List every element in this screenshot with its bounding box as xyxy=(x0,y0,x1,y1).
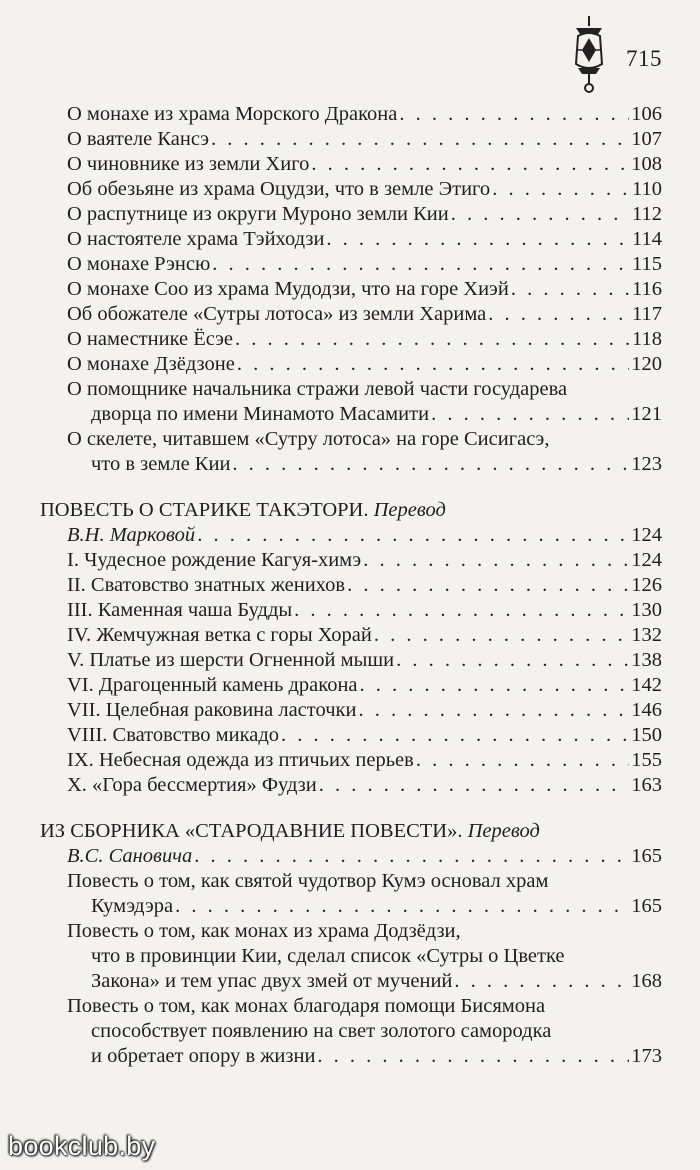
toc-entry-page: 124 xyxy=(631,549,662,571)
toc-entry-title: IV. Жемчужная ветка с горы Хорай xyxy=(67,624,372,646)
toc-entry-title: О наместнике Ёсэе xyxy=(67,328,234,350)
toc-entry xyxy=(40,548,662,573)
toc-entry xyxy=(40,698,662,723)
dot-leader xyxy=(319,773,630,798)
dot-leader xyxy=(511,277,630,302)
toc-entry-title: О монахе Рэнсю xyxy=(67,253,211,275)
section-title: ПОВЕСТЬ О СТАРИКЕ ТАКЭТОРИ. xyxy=(40,499,369,521)
toc-entry-title: О ваятеле Кансэ xyxy=(67,128,209,150)
toc-entry-page: 115 xyxy=(632,253,662,275)
dot-leader xyxy=(175,894,629,919)
dot-leader xyxy=(235,327,630,352)
dot-leader xyxy=(492,177,630,202)
toc-entry-title: О распутнице из округи Муроно земли Кии xyxy=(67,203,449,225)
toc-entry-page: 112 xyxy=(632,203,662,225)
dot-leader xyxy=(194,844,629,869)
toc-entry-page: 124 xyxy=(631,524,662,546)
dot-leader xyxy=(363,548,629,573)
toc-entry xyxy=(40,723,662,748)
toc-entry-title: V. Платье из шерсти Огненной мыши xyxy=(67,649,395,671)
toc-entry-title-line: О помощнике начальника стражи левой части государева xyxy=(67,378,568,400)
dot-leader xyxy=(431,402,629,427)
toc-entry-page: 155 xyxy=(631,749,662,771)
toc-entry-page: 165 xyxy=(631,895,662,917)
toc-entry-page: 126 xyxy=(631,574,662,596)
toc-entry-title-line: Повесть о том, как святой чудотвор Кумэ основал храм xyxy=(67,870,549,892)
toc-entry-page: 120 xyxy=(631,353,662,375)
dot-leader xyxy=(317,1044,629,1069)
toc-entry-title-line: что в провинции Кии, сделал список «Сутры о Цветке xyxy=(91,945,565,967)
toc-entry-page: 165 xyxy=(631,845,662,867)
toc-entry-translator xyxy=(40,523,662,548)
toc-entry-title: О монахе Дзёдзоне xyxy=(67,353,235,375)
dot-leader xyxy=(281,723,629,748)
dot-leader xyxy=(212,252,630,277)
dot-leader xyxy=(347,573,629,598)
toc-entry-page: 110 xyxy=(632,178,662,200)
toc-entry-translator xyxy=(40,844,662,869)
toc-entry-title: Кумэдэра xyxy=(91,895,174,917)
toc-entry-title: III. Каменная чаша Будды xyxy=(67,599,293,621)
toc-entry xyxy=(40,452,662,477)
toc-entry xyxy=(40,177,662,202)
toc-entry-page: 173 xyxy=(631,1045,662,1067)
toc-entry xyxy=(40,623,662,648)
toc-entry-page: 106 xyxy=(631,103,662,125)
table-of-contents xyxy=(40,102,662,1069)
toc-entry xyxy=(40,152,662,177)
dot-leader xyxy=(396,648,629,673)
dot-leader xyxy=(197,523,629,548)
toc-entry-title: Об обезьяне из храма Оцудзи, что в земле Этиго xyxy=(67,178,491,200)
dot-leader xyxy=(232,452,629,477)
toc-entry-page: 146 xyxy=(631,699,662,721)
translator-name: В.Н. Марковой xyxy=(67,524,196,546)
toc-entry xyxy=(40,748,662,773)
toc-entry-title: VII. Целебная раковина ласточки xyxy=(67,699,357,721)
toc-entry xyxy=(40,227,662,252)
toc-entry-title: О монахе из храма Морского Дракона xyxy=(67,103,398,125)
toc-entry-title-line: О скелете, читавшем «Сутру лотоса» на горе Сисигасэ, xyxy=(67,428,550,450)
toc-entry xyxy=(40,127,662,152)
toc-entry-title: Об обожателе «Сутры лотоса» из земли Харима xyxy=(67,303,487,325)
toc-entry-page: 150 xyxy=(631,724,662,746)
toc-entry xyxy=(40,277,662,302)
lantern-ornament-icon xyxy=(568,14,610,98)
dot-leader xyxy=(360,673,630,698)
translator-name: В.С. Сановича xyxy=(67,845,193,867)
watermark: bookclub.by xyxy=(8,1131,156,1161)
toc-entry-title: О настоятеле храма Тэйходзи xyxy=(67,228,325,250)
toc-entry xyxy=(40,302,662,327)
section-kind: Перевод xyxy=(373,499,446,521)
toc-entry-title: О монахе Соо из храма Мудодзи, что на горе Хиэй xyxy=(67,278,509,300)
toc-entry-title: VIII. Сватовство микадо xyxy=(67,724,280,746)
toc-entry-title: что в земле Кии xyxy=(91,453,231,475)
toc-entry xyxy=(40,1044,662,1069)
dot-leader xyxy=(294,598,629,623)
dot-leader xyxy=(399,102,629,127)
toc-entry xyxy=(40,102,662,127)
toc-entry-page: 168 xyxy=(631,970,662,992)
toc-entry-title: дворца по имени Минамото Масамити xyxy=(91,403,430,425)
toc-entry-title-line: способствует появлению на свет золотого самородка xyxy=(91,1020,552,1042)
toc-entry xyxy=(40,327,662,352)
toc-entry-page: 123 xyxy=(631,453,662,475)
toc-entry xyxy=(40,573,662,598)
toc-entry xyxy=(40,773,662,798)
section-kind: Перевод xyxy=(467,820,540,842)
section-heading-old-tales xyxy=(40,819,662,844)
toc-entry-page: 130 xyxy=(631,599,662,621)
section-heading-taketori xyxy=(40,498,662,523)
section-title: ИЗ СБОРНИКА «СТАРОДАВНИЕ ПОВЕСТИ». xyxy=(40,820,463,842)
toc-entry xyxy=(40,894,662,919)
toc-entry-page: 132 xyxy=(631,624,662,646)
toc-entry-title: II. Сватовство знатных женихов xyxy=(67,574,346,596)
toc-entry-title: I. Чудесное рождение Кагуя-химэ xyxy=(67,549,362,571)
toc-entry-title: X. «Гора бессмертия» Фудзи xyxy=(67,774,317,796)
toc-entry-page: 163 xyxy=(631,774,662,796)
toc-entry xyxy=(40,673,662,698)
dot-leader xyxy=(454,969,629,994)
toc-entry-title: Закона» и тем упас двух змей от мучений xyxy=(91,970,453,992)
toc-entry-title-line: Повесть о том, как монах из храма Додзёдзи, xyxy=(67,920,461,942)
toc-entry-page: 138 xyxy=(631,649,662,671)
toc-entry-page: 142 xyxy=(631,674,662,696)
toc-entry-title: О чиновнике из земли Хиго xyxy=(67,153,310,175)
toc-entry xyxy=(40,352,662,377)
toc-entry-page: 107 xyxy=(631,128,662,150)
dot-leader xyxy=(326,227,630,252)
toc-entry xyxy=(40,252,662,277)
toc-entry xyxy=(40,202,662,227)
toc-entry-page: 114 xyxy=(632,228,662,250)
toc-entry-title: и обретает опору в жизни xyxy=(91,1045,316,1067)
dot-leader xyxy=(358,698,629,723)
toc-entry-title: IX. Небесная одежда из птичьих перьев xyxy=(67,749,414,771)
toc-entry-title: VI. Драгоценный камень дракона xyxy=(67,674,358,696)
toc-entry xyxy=(40,648,662,673)
dot-leader xyxy=(451,202,630,227)
toc-entry-page: 108 xyxy=(631,153,662,175)
toc-entry-page: 118 xyxy=(632,328,662,350)
toc-entry-page: 116 xyxy=(632,278,662,300)
dot-leader xyxy=(311,152,629,177)
page-number: 715 xyxy=(626,46,662,71)
dot-leader xyxy=(211,127,629,152)
dot-leader xyxy=(374,623,629,648)
toc-entry xyxy=(40,598,662,623)
toc-entry xyxy=(40,402,662,427)
dot-leader xyxy=(237,352,629,377)
dot-leader xyxy=(416,748,629,773)
dot-leader xyxy=(488,302,630,327)
toc-entry-title-line: Повесть о том, как монах благодаря помощи Бисямона xyxy=(67,995,546,1017)
toc-entry xyxy=(40,969,662,994)
toc-entry-page: 121 xyxy=(631,403,662,425)
toc-entry-page: 117 xyxy=(632,303,662,325)
